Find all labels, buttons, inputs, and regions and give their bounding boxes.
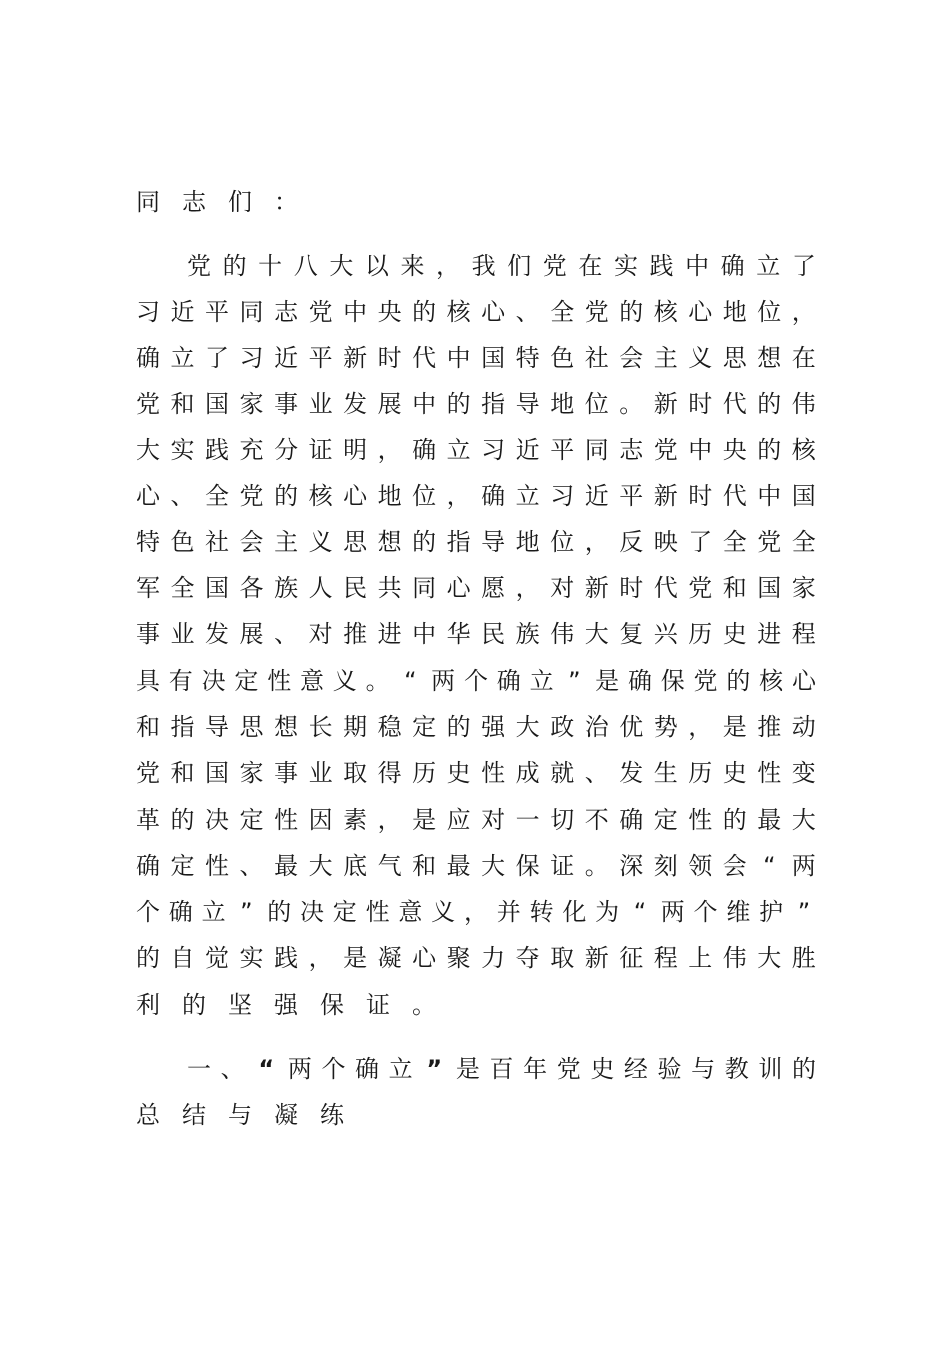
paragraph-line: 利 的 坚 强 保 证 。 — [136, 991, 436, 1019]
paragraph-line: 党 和 国 家 事 业 取 得 历 史 性 成 就 、 发 生 历 史 性 变 — [136, 759, 816, 787]
salutation: 同 志 们 ： — [136, 188, 298, 216]
paragraph-line: 革 的 决 定 性 因 素 ， 是 应 对 一 切 不 确 定 性 的 最 大 — [136, 806, 816, 834]
paragraph-line: 确 定 性 、 最 大 底 气 和 最 大 保 证 。 深 刻 领 会 “ 两 — [136, 852, 816, 880]
paragraph-line: 党 的 十 八 大 以 来 ， 我 们 党 在 实 践 中 确 立 了 — [187, 252, 816, 280]
paragraph-line: 心 、 全 党 的 核 心 地 位 ， 确 立 习 近 平 新 时 代 中 国 — [136, 482, 816, 510]
paragraph-line: 特 色 社 会 主 义 思 想 的 指 导 地 位 ， 反 映 了 全 党 全 — [136, 528, 816, 556]
paragraph-line: 个 确 立 ” 的 决 定 性 意 义 ， 并 转 化 为 “ 两 个 维 护 ” — [136, 898, 811, 926]
paragraph-line: 确 立 了 习 近 平 新 时 代 中 国 特 色 社 会 主 义 思 想 在 — [136, 344, 816, 372]
paragraph-line: 大 实 践 充 分 证 明 ， 确 立 习 近 平 同 志 党 中 央 的 核 — [136, 436, 816, 464]
paragraph-line: 事 业 发 展 、 对 推 进 中 华 民 族 伟 大 复 兴 历 史 进 程 — [136, 620, 816, 648]
paragraph-line: 习 近 平 同 志 党 中 央 的 核 心 、 全 党 的 核 心 地 位 ， — [136, 298, 816, 326]
paragraph-line: 党 和 国 家 事 业 发 展 中 的 指 导 地 位 。 新 时 代 的 伟 — [136, 390, 816, 418]
paragraph-line: 和 指 导 思 想 长 期 稳 定 的 强 大 政 治 优 势 ， 是 推 动 — [136, 713, 816, 741]
paragraph-line: 军 全 国 各 族 人 民 共 同 心 愿 ， 对 新 时 代 党 和 国 家 — [136, 574, 816, 602]
heading-line: 一 、 “ 两 个 确 立 ” 是 百 年 党 史 经 验 与 教 训 的 — [187, 1055, 816, 1083]
heading-line: 总 结 与 凝 练 — [136, 1101, 344, 1129]
paragraph-line: 具 有 决 定 性 意 义 。 “ 两 个 确 立 ” 是 确 保 党 的 核 心 — [136, 667, 816, 695]
paragraph-line: 的 自 觉 实 践 ， 是 凝 心 聚 力 夺 取 新 征 程 上 伟 大 胜 — [136, 944, 816, 972]
